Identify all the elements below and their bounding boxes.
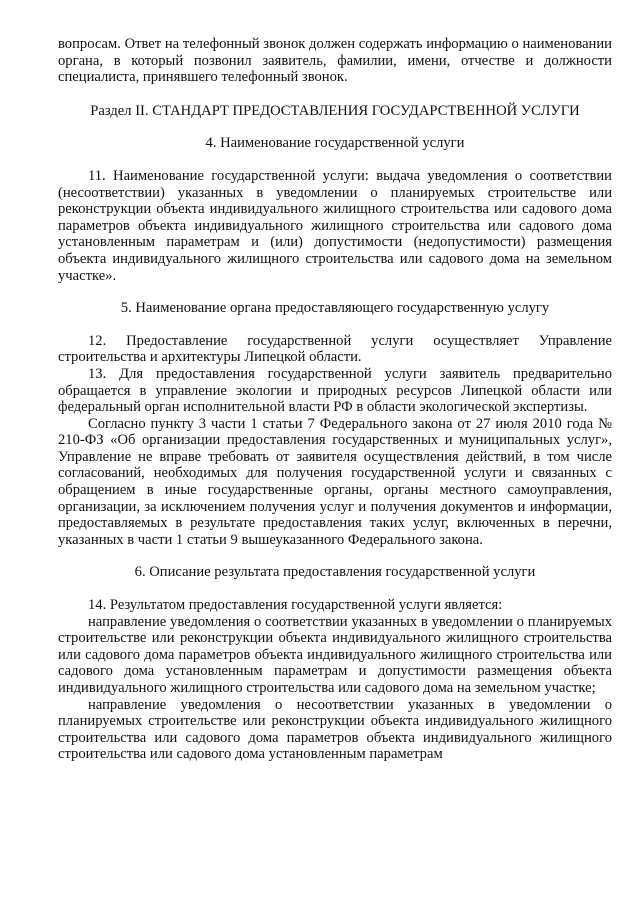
paragraph-14: 14. Результатом предоставления государственной услуги является: [88,597,503,614]
paragraph-result-noncompliance: направление уведомления о несоответствии указанных в уведомлении о планируемых строительстве или реконструкции объекта индивидуального жилищного строительства или садового дома параметров объекта индивидуального жилищного строительства или садового дома установленным параметрам [58,696,612,763]
subsection-heading-6: 6. Описание результата предоставления государственной услуги [134,564,536,581]
subsection-heading-4: 4. Наименование государственной услуги [205,135,465,152]
section-title: Раздел II. СТАНДАРТ ПРЕДОСТАВЛЕНИЯ ГОСУДАРСТВЕННОЙ УСЛУГИ [90,102,580,119]
paragraph-11: 11. Наименование государственной услуги: выдача уведомления о соответствии (несоответствии) указанных в уведомлении о планируемых строительстве или реконструкции объекта индивидуального жилищного строительства или садового дома параметров объекта индивидуального жилищного строительства или садового дома установленным параметрам и (или) допустимости (недопустимости) размещения объекта индивидуального жилищного строительства или садового дома на земельном участке». [58,167,612,284]
subsection-heading-5: 5. Наименование органа предоставляющего государственную услугу [120,300,550,317]
paragraph-intro: вопросам. Ответ на телефонный звонок должен содержать информацию о наименовании органа, в который позвонил заявитель, фамилии, имени, отчестве и должности специалиста, принявшего телефонный звонок. [58,36,612,86]
paragraph-result-compliance: направление уведомления о соответствии указанных в уведомлении о планируемых строительстве или реконструкции объекта индивидуального жилищного строительства или садового дома параметров объекта индивидуального жилищного строительства или садового дома установленным параметрам и допустимости размещения объекта индивидуального жилищного строительства или садового дома на земельном участке; [58,613,612,696]
document-page [58,36,612,763]
paragraph-13: 13. Для предоставления государственной услуги заявитель предварительно обращается в управление экологии и природных ресурсов Липецкой области или федеральный орган исполнительной власти РФ в области экологической экспертизы. [58,365,612,416]
paragraph-law-reference: Согласно пункту 3 части 1 статьи 7 Федерального закона от 27 июля 2010 года № 210-ФЗ «Об организации предоставления государственных и муниципальных услуг», Управление не вправе требовать от заявителя осуществления действий, в том числе согласований, необходимых для получения государственной услуги и связанных с обращением в иные государственные органы, органы местного самоуправления, организации, за исключением получения услуг и получения документов и информации, предоставляемых в результате предоставления таких услуг, включенных в перечни, указанных в части 1 статьи 9 вышеуказанного Федерального закона. [58,415,612,548]
paragraph-12: 12. Предоставление государственной услуги осуществляет Управление строительства и архитектуры Липецкой области. [58,332,612,366]
